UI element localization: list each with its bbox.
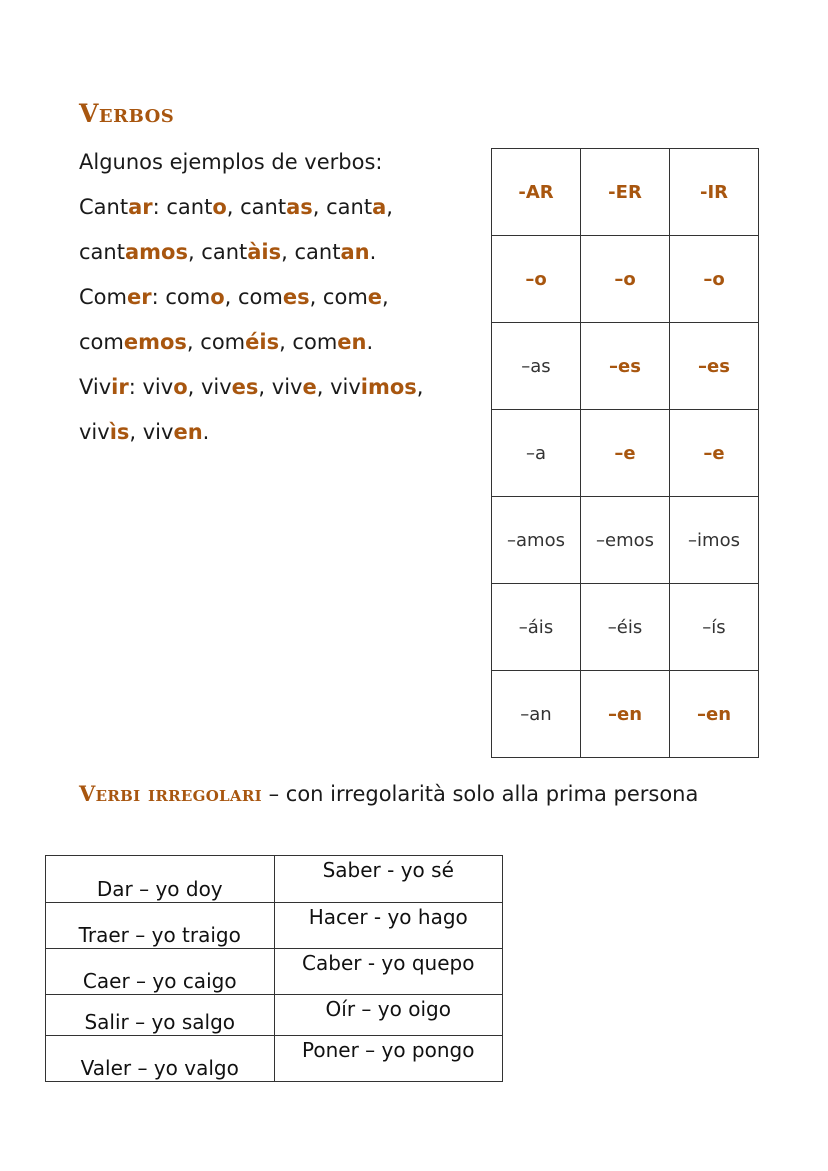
conjugation-row [492,323,759,410]
verb-ending: emos [123,330,187,354]
conjugation-cell: –a [492,410,581,497]
verb-text: , viv [187,375,232,399]
irregular-cell: Dar – yo doy [46,856,275,903]
verb-ending: o [173,375,188,399]
verb-text: , com [186,330,246,354]
irregular-verbs-table [45,855,503,1082]
conjugation-cell: –e [670,410,759,497]
conjugation-cell: –o [670,236,759,323]
verb-text: com [79,330,124,354]
verb-text: , cant [312,195,373,219]
example-line [79,365,469,410]
verb-text: , cant [187,240,248,264]
verb-text: : cant [152,195,213,219]
conjugation-cell: –es [581,323,670,410]
verb-text: Cant [79,195,129,219]
conjugation-table [491,148,759,758]
verb-text: Viv [79,375,112,399]
conjugation-row [492,410,759,497]
verb-text: , cant [281,240,341,264]
verb-ending: ìs [109,420,130,444]
verb-text: , [386,195,393,219]
irregular-cell: Traer – yo traigo [46,903,275,949]
verb-ending: amos [124,240,188,264]
conjugation-row [492,497,759,584]
verb-ending: o [210,285,225,309]
irregular-cell: Caer – yo caigo [46,949,275,995]
verb-text: , [382,285,389,309]
irregular-heading [79,778,759,810]
verb-text: . [366,330,374,354]
irregular-cell: Valer – yo valgo [46,1036,275,1082]
verb-text: , viv [129,420,174,444]
verb-ending: ar [128,195,153,219]
verb-ending: an [340,240,370,264]
conjugation-cell: –e [581,410,670,497]
verb-ending: en [173,420,203,444]
example-line [79,275,469,320]
conjugation-cell: –as [492,323,581,410]
verb-ending: o [212,195,227,219]
irregular-row [46,1036,503,1082]
verb-text: . [202,420,210,444]
verb-ending: as [286,195,313,219]
irregular-subtitle: – con irregolarità solo alla prima persona [261,782,699,806]
verb-text: : viv [128,375,174,399]
conjugation-cell: –amos [492,497,581,584]
example-line [79,320,469,365]
conjugation-row [492,584,759,671]
conjugation-cell: –o [581,236,670,323]
conjugation-cell: –ís [670,584,759,671]
irregular-row [46,903,503,949]
irregular-row [46,949,503,995]
conjugation-cell: –áis [492,584,581,671]
verb-examples [79,140,469,455]
verb-ending: e [367,285,383,309]
example-line [79,410,469,455]
verb-text: , cant [226,195,287,219]
header-ar: -AR [492,149,581,236]
verb-ending: ir [111,375,129,399]
conjugation-cell: –en [670,671,759,758]
verb-text: , com [224,285,283,309]
irregular-cell: Saber - yo sé [274,856,503,903]
verb-ending: àis [247,240,282,264]
conjugation-cell: –an [492,671,581,758]
verb-text: Algunos ejemplos de verbos: [79,150,383,174]
conjugation-cell: –imos [670,497,759,584]
conjugation-cell: –en [581,671,670,758]
verb-ending: e [302,375,317,399]
header-er: -ER [581,149,670,236]
verb-text: cant [79,240,125,264]
irregular-row [46,856,503,903]
conjugation-row [492,236,759,323]
verb-text: Com [79,285,127,309]
verb-ending: es [231,375,259,399]
irregular-title: Verbi irregolari [79,781,262,806]
header-ir: -IR [670,149,759,236]
verb-text: viv [79,420,110,444]
conjugation-row [492,671,759,758]
example-line [79,140,469,185]
irregular-row [46,995,503,1036]
verb-ending: éis [245,330,280,354]
verb-text: : com [151,285,211,309]
verb-text: , com [279,330,338,354]
verb-text: , com [309,285,368,309]
example-line [79,185,469,230]
verb-text: , viv [316,375,361,399]
verb-ending: es [282,285,310,309]
conjugation-cell: –es [670,323,759,410]
irregular-cell: Poner – yo pongo [274,1036,503,1082]
irregular-cell: Caber - yo quepo [274,949,503,995]
page-title: Verbos [79,99,175,128]
conjugation-header-row [492,149,759,236]
verb-text: , viv [258,375,303,399]
verb-ending: imos [360,375,417,399]
conjugation-cell: –emos [581,497,670,584]
verb-text: . [369,240,377,264]
irregular-cell: Hacer - yo hago [274,903,503,949]
verb-ending: a [372,195,387,219]
irregular-cell: Oír – yo oigo [274,995,503,1036]
irregular-cell: Salir – yo salgo [46,995,275,1036]
conjugation-cell: –éis [581,584,670,671]
verb-text: , [416,375,424,399]
conjugation-cell: –o [492,236,581,323]
example-line [79,230,469,275]
verb-ending: en [337,330,367,354]
verb-ending: er [126,285,152,309]
